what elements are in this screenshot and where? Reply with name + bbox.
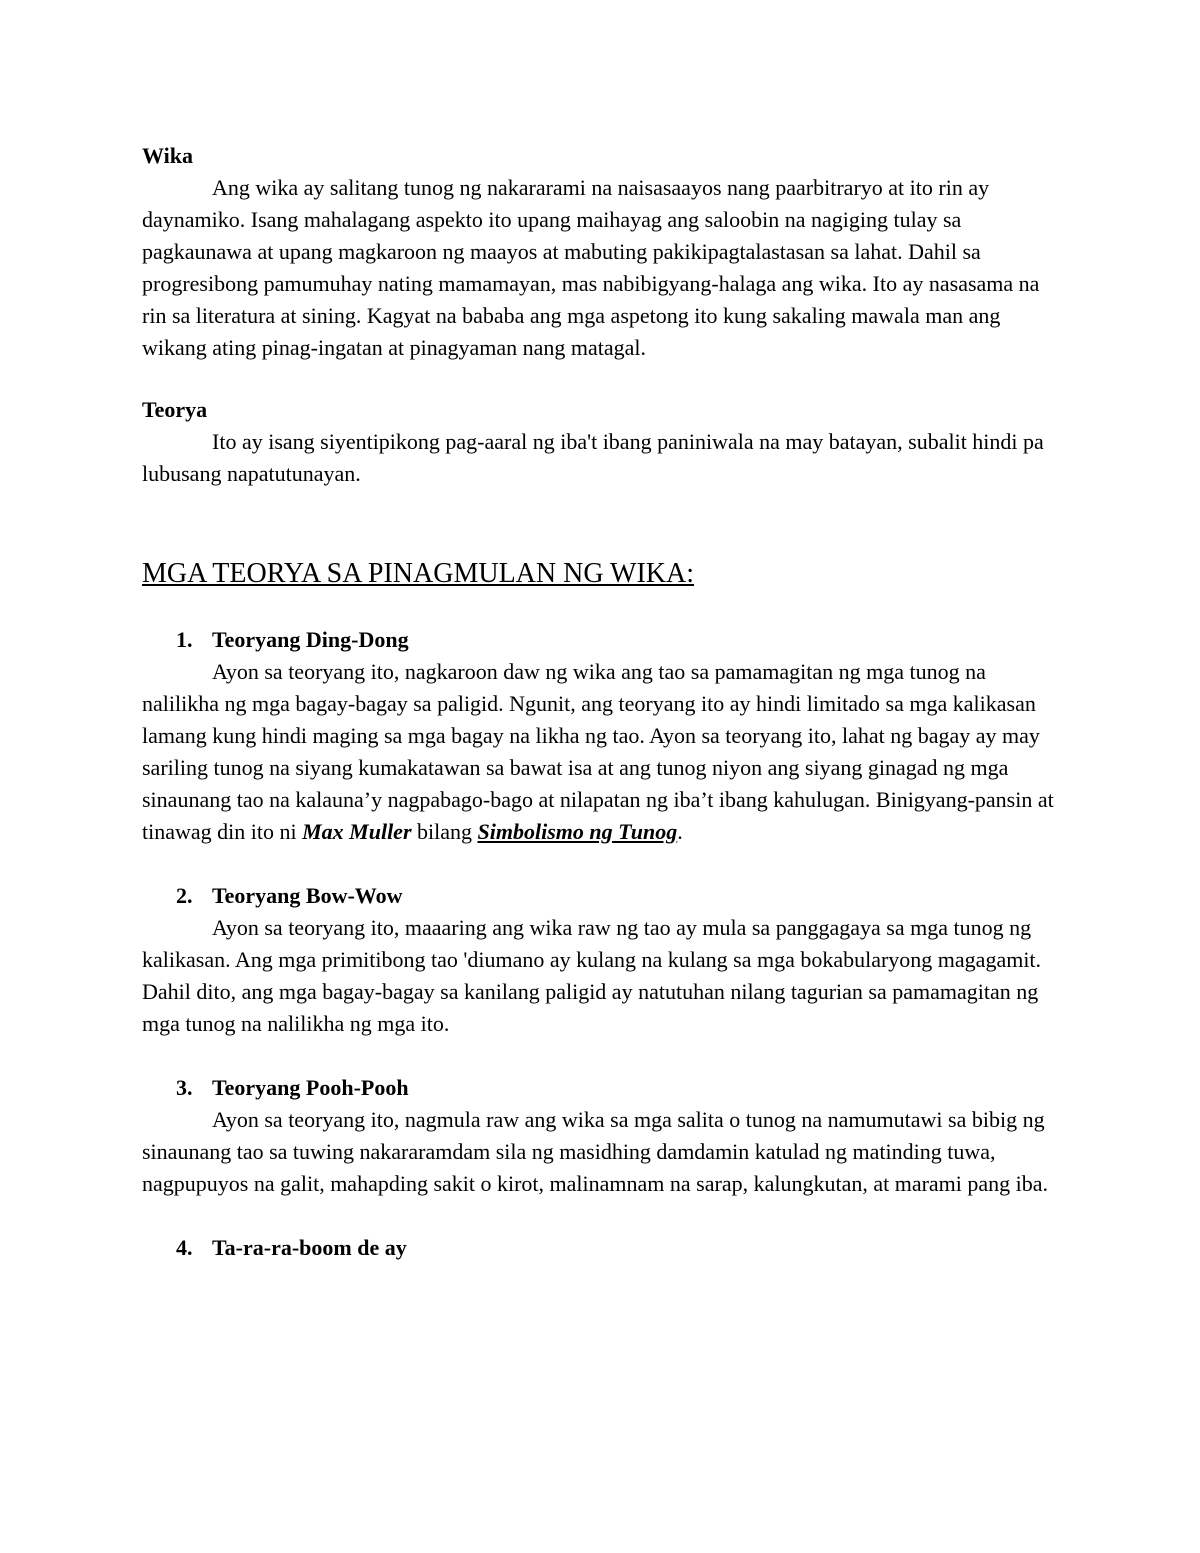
document-content xyxy=(142,140,1062,1264)
theory-body-text: . xyxy=(677,819,683,844)
main-title: MGA TEORYA SA PINAGMULAN NG WIKA: xyxy=(142,558,695,589)
theory-item-bow-wow xyxy=(142,880,1062,1040)
theory-title: Teoryang Bow-Wow xyxy=(212,883,403,908)
theory-item-ta-ra-ra-boom xyxy=(142,1232,1062,1264)
theory-body-text: bilang xyxy=(411,819,478,844)
emphasized-term: Simbolismo ng Tunog xyxy=(477,819,678,844)
section-heading-teorya: Teorya xyxy=(142,397,208,422)
theory-heading xyxy=(142,624,1062,656)
theory-body: Ayon sa teoryang ito, nagmula raw ang wika sa mga salita o tunog na namumutawi sa bibig ng sinaunang tao sa tuwing nakararamdam sila ng masidhing damdamin katulad ng matinding tuwa, nagpupuyos na galit, mahapding sakit o kirot, malinamnam na sarap, kalungkutan, at marami pang iba. xyxy=(142,1107,1049,1196)
spacer xyxy=(142,1200,1062,1232)
theory-title: Teoryang Pooh-Pooh xyxy=(212,1075,409,1100)
theory-body-text: Ayon sa teoryang ito, nagkaroon daw ng wika ang tao sa pamamagitan ng mga tunog na nalilikha ng mga bagay-bagay sa paligid. Ngunit, ang teoryang ito ay hindi limitado sa mga kalikasan lamang kung hindi maging sa mga bagay na likha ng tao. Ayon sa teoryang ito, lahat ng bagay ay may sariling tunog na siyang kumakatawan sa bawat isa at ang tunog niyon ang siyang ginagad ng mga sinaunang tao na kalauna’y nagpabago-bago at nilapatan ng iba’t ibang kahulugan. Binigyang-pansin at tinawag din ito ni xyxy=(142,659,1054,844)
theory-number: 3. xyxy=(176,1075,193,1100)
spacer xyxy=(142,848,1062,880)
spacer xyxy=(142,592,1062,624)
section-heading-wika: Wika xyxy=(142,143,193,168)
theory-number: 2. xyxy=(176,883,193,908)
section-body-teorya: Ito ay isang siyentipikong pag-aaral ng iba't ibang paniniwala na may batayan, subalit hindi pa lubusang napatutunayan. xyxy=(142,429,1044,486)
theory-title: Teoryang Ding-Dong xyxy=(212,627,409,652)
spacer xyxy=(142,490,1062,556)
theory-body xyxy=(142,656,1062,848)
theory-heading xyxy=(142,880,1062,912)
theory-body: Ayon sa teoryang ito, maaaring ang wika raw ng tao ay mula sa panggagaya sa mga tunog ng kalikasan. Ang mga primitibong tao 'diumano ay kulang na kulang sa mga bokabularyong magagamit. Dahil dito, ang mga bagay-bagay sa kanilang paligid ay natutuhan nilang tagurian sa pamamagitan ng mga tunog na nalilikha ng mga ito. xyxy=(142,915,1042,1036)
section-body-wika: Ang wika ay salitang tunog ng nakararami na naisasaayos nang paarbitraryo at ito rin ay daynamiko. Isang mahalagang aspekto ito upang maihayag ang saloobin na nagiging tulay sa pagkaunawa at upang magkaroon ng maayos at mabuting pakikipagtalastasan sa lahat. Dahil sa progresibong pamumuhay nating mamamayan, mas nabibigyang-halaga ang wika. Ito ay nasasama na rin sa literatura at sining. Kagyat na bababa ang mga aspetong ito kung sakaling mawala man ang wikang ating pinag-ingatan at pinagyaman nang matagal. xyxy=(142,175,1040,360)
theory-heading xyxy=(142,1072,1062,1104)
spacer xyxy=(142,364,1062,394)
theory-item-ding-dong xyxy=(142,624,1062,848)
theory-number: 1. xyxy=(176,627,193,652)
spacer xyxy=(142,1040,1062,1072)
theory-heading xyxy=(142,1232,1062,1264)
theory-number: 4. xyxy=(176,1235,193,1260)
theory-title: Ta-ra-ra-boom de ay xyxy=(212,1235,407,1260)
theory-item-pooh-pooh xyxy=(142,1072,1062,1200)
emphasized-name: Max Muller xyxy=(302,819,412,844)
